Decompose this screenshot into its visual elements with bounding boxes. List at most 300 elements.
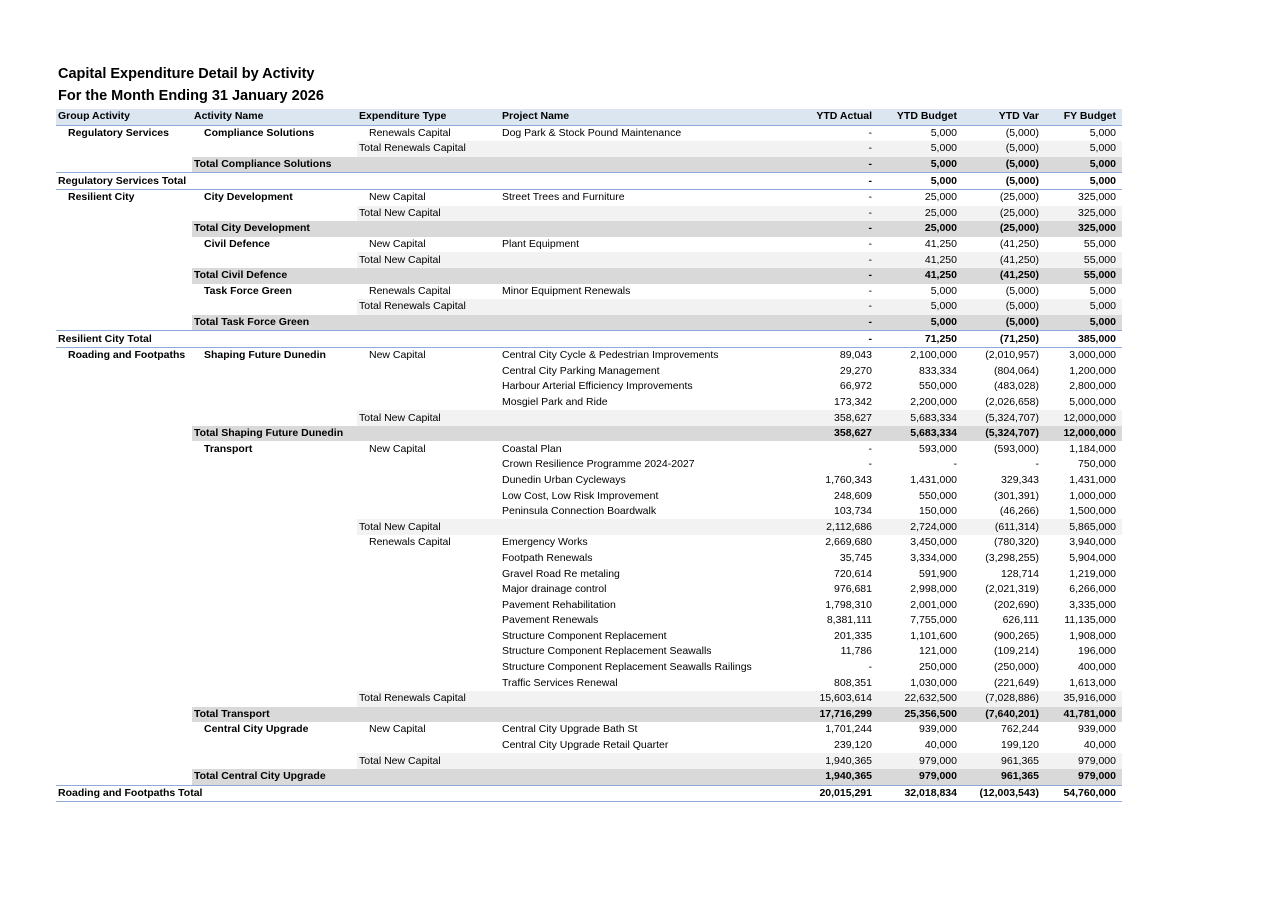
ytd-var-cell: (5,000) xyxy=(963,141,1045,157)
ytd-budget-cell: - xyxy=(953,458,957,471)
project-name-cell xyxy=(500,691,800,707)
fy-budget-cell: 5,000 xyxy=(1045,157,1122,173)
project-name-cell: Traffic Services Renewal xyxy=(502,676,618,689)
detail-row xyxy=(56,613,1122,629)
project-name-cell: Plant Equipment xyxy=(502,238,580,251)
project-name-cell: Structure Component Replacement Seawalls Railings xyxy=(502,661,752,674)
fy-budget-cell: 2,800,000 xyxy=(1069,380,1116,393)
expenditure-total-label: Total New Capital xyxy=(357,519,500,535)
fy-budget-cell: 1,000,000 xyxy=(1069,489,1116,502)
group-total-row xyxy=(56,173,1122,190)
ytd-var-cell: (41,250) xyxy=(963,268,1045,284)
activity-name-cell xyxy=(192,457,357,473)
ytd-actual-cell: - xyxy=(800,221,878,237)
ytd-var-cell: (7,028,886) xyxy=(963,691,1045,707)
ytd-var-cell: (2,021,319) xyxy=(985,583,1039,596)
col-ytd-budget[interactable]: YTD Budget xyxy=(878,109,963,125)
project-name-cell: Minor Equipment Renewals xyxy=(502,284,631,297)
ytd-budget-cell: 5,000 xyxy=(878,315,963,331)
expenditure-total-label: Total New Capital xyxy=(357,410,500,426)
expenditure-type-cell xyxy=(357,613,500,629)
fy-budget-cell: 3,335,000 xyxy=(1069,598,1116,611)
activity-name-cell xyxy=(192,753,357,769)
ytd-budget-cell: 40,000 xyxy=(924,739,957,752)
ytd-actual-cell: - xyxy=(800,331,878,348)
ytd-actual-cell: 11,786 xyxy=(840,645,872,658)
activity-name-cell xyxy=(192,141,357,157)
project-name-cell: Central City Cycle & Pedestrian Improvements xyxy=(502,349,719,362)
group-activity-cell: Regulatory Services xyxy=(68,126,169,139)
group-activity-cell xyxy=(56,566,192,582)
project-name-cell: Low Cost, Low Risk Improvement xyxy=(502,489,659,502)
fy-budget-cell: 1,184,000 xyxy=(1069,442,1116,455)
group-activity-cell xyxy=(56,753,192,769)
detail-row xyxy=(56,379,1122,395)
activity-total-row xyxy=(56,769,1122,785)
project-name-cell: Structure Component Replacement Seawalls xyxy=(502,645,712,658)
project-name-cell: Major drainage control xyxy=(502,583,607,596)
ytd-budget-cell: 41,250 xyxy=(878,268,963,284)
ytd-var-cell: (5,000) xyxy=(1005,126,1039,139)
group-activity-cell xyxy=(56,252,192,268)
project-name-cell: Pavement Renewals xyxy=(502,614,599,627)
activity-name-cell xyxy=(192,395,357,411)
fy-budget-cell: 750,000 xyxy=(1078,458,1116,471)
subtotal-row xyxy=(56,410,1122,426)
col-project-name[interactable]: Project Name xyxy=(500,109,800,125)
col-fy-budget[interactable]: FY Budget xyxy=(1045,109,1122,125)
project-name-cell xyxy=(500,519,800,535)
fy-budget-cell: 5,000,000 xyxy=(1069,395,1116,408)
expenditure-type-cell: New Capital xyxy=(369,238,426,251)
group-activity-cell xyxy=(56,157,192,173)
report-subtitle: For the Month Ending 31 January 2026 xyxy=(58,88,324,104)
ytd-actual-cell: 239,120 xyxy=(834,739,872,752)
group-activity-cell xyxy=(56,221,192,237)
subtotal-row xyxy=(56,141,1122,157)
group-total-row xyxy=(56,785,1122,802)
detail-row xyxy=(56,284,1122,300)
ytd-budget-cell: 3,334,000 xyxy=(910,551,957,564)
fy-budget-cell: 196,000 xyxy=(1078,645,1116,658)
project-name-cell: Peninsula Connection Boardwalk xyxy=(502,505,657,518)
ytd-actual-cell: - xyxy=(868,458,872,471)
ytd-var-cell: (109,214) xyxy=(994,645,1039,658)
fy-budget-cell: 5,000 xyxy=(1045,141,1122,157)
ytd-budget-cell: 5,000 xyxy=(878,173,963,190)
ytd-actual-cell: 808,351 xyxy=(834,676,872,689)
ytd-var-cell: (5,000) xyxy=(963,157,1045,173)
expenditure-type-cell xyxy=(357,473,500,489)
group-activity-cell xyxy=(56,473,192,489)
project-name-cell: Street Trees and Furniture xyxy=(502,191,625,204)
detail-row xyxy=(56,125,1122,141)
group-activity-cell xyxy=(56,738,192,754)
activity-name-cell xyxy=(192,519,357,535)
activity-total-row xyxy=(56,268,1122,284)
activity-name-cell: Civil Defence xyxy=(204,238,270,251)
ytd-var-cell: (250,000) xyxy=(994,661,1039,674)
ytd-budget-cell: 32,018,834 xyxy=(878,785,963,802)
capex-table xyxy=(56,109,1122,802)
activity-name-cell xyxy=(192,488,357,504)
activity-name-cell: Compliance Solutions xyxy=(204,126,315,139)
ytd-var-cell: (301,391) xyxy=(994,489,1039,502)
activity-name-cell: Transport xyxy=(204,442,253,455)
subtotal-row xyxy=(56,519,1122,535)
ytd-budget-cell: 25,000 xyxy=(878,206,963,222)
group-activity-cell xyxy=(56,582,192,598)
ytd-budget-cell: 41,250 xyxy=(878,252,963,268)
group-activity-cell xyxy=(56,426,192,442)
ytd-budget-cell: 5,000 xyxy=(878,157,963,173)
expenditure-type-cell xyxy=(357,551,500,567)
activity-total-label: Total Shaping Future Dunedin xyxy=(192,426,800,442)
expenditure-type-cell: Renewals Capital xyxy=(369,536,451,549)
ytd-var-cell: 762,244 xyxy=(1001,723,1039,736)
ytd-var-cell: 329,343 xyxy=(1001,473,1039,486)
project-name-cell xyxy=(500,299,800,315)
detail-row xyxy=(56,347,1122,363)
ytd-actual-cell: 1,940,365 xyxy=(800,753,878,769)
fy-budget-cell: 1,200,000 xyxy=(1069,364,1116,377)
group-activity-cell: Roading and Footpaths xyxy=(68,349,186,362)
fy-budget-cell: 325,000 xyxy=(1045,206,1122,222)
ytd-budget-cell: 25,356,500 xyxy=(878,707,963,723)
fy-budget-cell: 12,000,000 xyxy=(1045,426,1122,442)
project-name-cell: Dog Park & Stock Pound Maintenance xyxy=(502,126,682,139)
ytd-actual-cell: 15,603,614 xyxy=(800,691,878,707)
expenditure-type-cell xyxy=(357,488,500,504)
project-name-cell: Central City Upgrade Bath St xyxy=(502,723,638,736)
ytd-budget-cell: 939,000 xyxy=(919,723,957,736)
activity-name-cell xyxy=(192,660,357,676)
expenditure-total-label: Total New Capital xyxy=(357,753,500,769)
activity-name-cell xyxy=(192,535,357,551)
activity-name-cell: Central City Upgrade xyxy=(204,723,309,736)
group-activity-cell xyxy=(56,675,192,691)
ytd-actual-cell: 66,972 xyxy=(839,380,872,393)
ytd-var-cell: (202,690) xyxy=(994,598,1039,611)
group-activity-cell xyxy=(56,315,192,331)
fy-budget-cell: 979,000 xyxy=(1045,769,1122,785)
ytd-var-cell: (483,028) xyxy=(994,380,1039,393)
ytd-var-cell: (3,298,255) xyxy=(985,551,1039,564)
ytd-budget-cell: 550,000 xyxy=(919,489,957,502)
ytd-actual-cell: 8,381,111 xyxy=(826,614,872,627)
expenditure-type-cell xyxy=(357,597,500,613)
activity-name-cell xyxy=(192,206,357,222)
activity-name-cell xyxy=(192,473,357,489)
activity-name-cell xyxy=(192,644,357,660)
expenditure-type-cell: New Capital xyxy=(369,349,426,362)
fy-budget-cell: 5,000 xyxy=(1045,315,1122,331)
detail-row xyxy=(56,535,1122,551)
fy-budget-cell: 55,000 xyxy=(1083,238,1116,251)
group-activity-cell xyxy=(56,268,192,284)
activity-name-cell: Task Force Green xyxy=(204,284,292,297)
activity-total-row xyxy=(56,221,1122,237)
ytd-var-cell: (5,000) xyxy=(963,315,1045,331)
header-row xyxy=(56,109,1122,125)
ytd-budget-cell: 2,001,000 xyxy=(910,598,957,611)
fy-budget-cell: 1,431,000 xyxy=(1069,473,1116,486)
activity-name-cell xyxy=(192,691,357,707)
ytd-var-cell: (221,649) xyxy=(994,676,1039,689)
activity-name-cell xyxy=(192,738,357,754)
ytd-var-cell: (804,064) xyxy=(994,364,1039,377)
fy-budget-cell: 385,000 xyxy=(1045,331,1122,348)
group-activity-cell xyxy=(56,551,192,567)
ytd-var-cell: (2,010,957) xyxy=(985,349,1039,362)
ytd-var-cell: (5,324,707) xyxy=(963,410,1045,426)
ytd-budget-cell: 2,998,000 xyxy=(910,583,957,596)
ytd-budget-cell: 5,000 xyxy=(930,284,957,297)
fy-budget-cell: 325,000 xyxy=(1045,221,1122,237)
subtotal-row xyxy=(56,252,1122,268)
ytd-actual-cell: - xyxy=(868,661,872,674)
expenditure-total-label: Total Renewals Capital xyxy=(357,691,500,707)
project-name-cell: Dunedin Urban Cycleways xyxy=(502,473,626,486)
expenditure-type-cell xyxy=(357,457,500,473)
group-activity-cell xyxy=(56,364,192,380)
expenditure-type-cell xyxy=(357,582,500,598)
detail-row xyxy=(56,473,1122,489)
detail-row xyxy=(56,644,1122,660)
expenditure-total-label: Total Renewals Capital xyxy=(357,299,500,315)
detail-row xyxy=(56,364,1122,380)
activity-name-cell xyxy=(192,597,357,613)
expenditure-type-cell: New Capital xyxy=(369,191,426,204)
group-activity-cell xyxy=(56,613,192,629)
ytd-actual-cell: - xyxy=(800,299,878,315)
col-expenditure-type[interactable]: Expenditure Type xyxy=(357,109,500,125)
detail-row xyxy=(56,738,1122,754)
project-name-cell: Structure Component Replacement xyxy=(502,629,667,642)
group-activity-cell xyxy=(56,395,192,411)
ytd-actual-cell: - xyxy=(868,442,872,455)
project-name-cell xyxy=(500,753,800,769)
ytd-var-cell: (25,000) xyxy=(963,221,1045,237)
group-activity-cell xyxy=(56,644,192,660)
expenditure-type-cell: New Capital xyxy=(369,723,426,736)
fy-budget-cell: 6,266,000 xyxy=(1069,583,1116,596)
ytd-var-cell: (900,265) xyxy=(994,629,1039,642)
expenditure-type-cell xyxy=(357,504,500,520)
ytd-actual-cell: 1,701,244 xyxy=(825,723,872,736)
col-ytd-var[interactable]: YTD Var xyxy=(963,109,1045,125)
ytd-var-cell: 128,714 xyxy=(1001,567,1039,580)
ytd-budget-cell: 979,000 xyxy=(878,769,963,785)
expenditure-total-label: Total Renewals Capital xyxy=(357,141,500,157)
project-name-cell xyxy=(500,410,800,426)
group-activity-cell xyxy=(56,504,192,520)
group-activity-cell xyxy=(56,206,192,222)
ytd-actual-cell: 103,734 xyxy=(834,505,872,518)
activity-name-cell xyxy=(192,551,357,567)
ytd-budget-cell: 2,200,000 xyxy=(910,395,957,408)
ytd-actual-cell: 358,627 xyxy=(800,410,878,426)
ytd-actual-cell: 29,270 xyxy=(839,364,872,377)
ytd-budget-cell: 550,000 xyxy=(919,380,957,393)
activity-total-label: Total Task Force Green xyxy=(192,315,800,331)
expenditure-type-cell xyxy=(357,395,500,411)
fy-budget-cell: 979,000 xyxy=(1045,753,1122,769)
ytd-var-cell: 626,111 xyxy=(1002,614,1039,627)
group-total-row xyxy=(56,331,1122,348)
ytd-var-cell: (25,000) xyxy=(999,191,1039,204)
ytd-budget-cell: 150,000 xyxy=(919,505,957,518)
activity-total-row xyxy=(56,315,1122,331)
group-activity-cell xyxy=(56,629,192,645)
ytd-actual-cell: 89,043 xyxy=(839,349,872,362)
activity-name-cell: City Development xyxy=(204,191,293,204)
ytd-budget-cell: 7,755,000 xyxy=(910,614,957,627)
detail-row xyxy=(56,629,1122,645)
ytd-actual-cell: 20,015,291 xyxy=(800,785,878,802)
ytd-var-cell: (5,324,707) xyxy=(963,426,1045,442)
ytd-actual-cell: - xyxy=(868,284,872,297)
ytd-actual-cell: 1,798,310 xyxy=(825,598,872,611)
fy-budget-cell: 1,500,000 xyxy=(1069,505,1116,518)
fy-budget-cell: 11,135,000 xyxy=(1064,614,1116,627)
group-activity-cell xyxy=(56,141,192,157)
detail-row xyxy=(56,441,1122,457)
project-name-cell: Crown Resilience Programme 2024-2027 xyxy=(502,458,695,471)
fy-budget-cell: 35,916,000 xyxy=(1045,691,1122,707)
ytd-actual-cell: 2,112,686 xyxy=(800,519,878,535)
fy-budget-cell: 5,000 xyxy=(1045,299,1122,315)
ytd-var-cell: 199,120 xyxy=(1001,739,1039,752)
ytd-var-cell: (41,250) xyxy=(963,252,1045,268)
subtotal-row xyxy=(56,299,1122,315)
expenditure-type-cell xyxy=(357,660,500,676)
group-activity-cell xyxy=(56,769,192,785)
group-total-label: Regulatory Services Total xyxy=(56,173,800,190)
activity-name-cell xyxy=(192,566,357,582)
group-activity-cell xyxy=(56,299,192,315)
ytd-budget-cell: 71,250 xyxy=(878,331,963,348)
col-group-activity[interactable]: Group Activity xyxy=(56,109,192,125)
ytd-actual-cell: 248,609 xyxy=(834,489,872,502)
fy-budget-cell: 1,613,000 xyxy=(1069,676,1116,689)
activity-name-cell xyxy=(192,410,357,426)
ytd-budget-cell: 25,000 xyxy=(924,191,957,204)
activity-name-cell xyxy=(192,629,357,645)
project-name-cell: Mosgiel Park and Ride xyxy=(502,395,608,408)
activity-name-cell xyxy=(192,504,357,520)
fy-budget-cell: 5,000 xyxy=(1045,173,1122,190)
ytd-actual-cell: - xyxy=(868,126,872,139)
ytd-var-cell: (593,000) xyxy=(994,442,1039,455)
detail-row xyxy=(56,237,1122,253)
expenditure-type-cell xyxy=(357,566,500,582)
activity-name-cell xyxy=(192,299,357,315)
fy-budget-cell: 55,000 xyxy=(1045,268,1122,284)
project-name-cell: Coastal Plan xyxy=(502,442,562,455)
group-total-label: Roading and Footpaths Total xyxy=(56,785,800,802)
ytd-actual-cell: 1,940,365 xyxy=(800,769,878,785)
ytd-var-cell: 961,365 xyxy=(963,753,1045,769)
activity-name-cell xyxy=(192,613,357,629)
ytd-actual-cell: - xyxy=(800,315,878,331)
activity-total-label: Total City Development xyxy=(192,221,800,237)
ytd-var-cell: (71,250) xyxy=(963,331,1045,348)
ytd-var-cell: (5,000) xyxy=(963,299,1045,315)
detail-row xyxy=(56,582,1122,598)
detail-row xyxy=(56,457,1122,473)
ytd-budget-cell: 5,683,334 xyxy=(878,426,963,442)
fy-budget-cell: 40,000 xyxy=(1083,739,1116,752)
activity-name-cell xyxy=(192,364,357,380)
ytd-actual-cell: 2,669,680 xyxy=(825,536,872,549)
ytd-var-cell: (780,320) xyxy=(994,536,1039,549)
detail-row xyxy=(56,660,1122,676)
group-activity-cell xyxy=(56,457,192,473)
ytd-var-cell: (5,000) xyxy=(1005,284,1039,297)
group-activity-cell xyxy=(56,410,192,426)
detail-row xyxy=(56,597,1122,613)
fy-budget-cell: 12,000,000 xyxy=(1045,410,1122,426)
ytd-var-cell: (2,026,658) xyxy=(985,395,1039,408)
ytd-actual-cell: - xyxy=(800,268,878,284)
ytd-actual-cell: - xyxy=(800,141,878,157)
activity-name-cell xyxy=(192,582,357,598)
ytd-budget-cell: 593,000 xyxy=(919,442,957,455)
project-name-cell xyxy=(500,141,800,157)
ytd-budget-cell: 1,431,000 xyxy=(910,473,957,486)
ytd-actual-cell: 1,760,343 xyxy=(825,473,872,486)
group-activity-cell xyxy=(56,722,192,738)
project-name-cell: Central City Parking Management xyxy=(502,364,660,377)
project-name-cell: Pavement Rehabilitation xyxy=(502,598,616,611)
col-ytd-actual[interactable]: YTD Actual xyxy=(800,109,878,125)
ytd-budget-cell: 22,632,500 xyxy=(878,691,963,707)
fy-budget-cell: 5,000 xyxy=(1089,284,1116,297)
group-total-label: Resilient City Total xyxy=(56,331,800,348)
ytd-var-cell: - xyxy=(1035,458,1039,471)
expenditure-type-cell xyxy=(357,644,500,660)
detail-row xyxy=(56,551,1122,567)
fy-budget-cell: 5,865,000 xyxy=(1045,519,1122,535)
ytd-budget-cell: 5,000 xyxy=(930,126,957,139)
group-activity-cell xyxy=(56,284,192,300)
ytd-budget-cell: 2,100,000 xyxy=(910,349,957,362)
ytd-actual-cell: 358,627 xyxy=(800,426,878,442)
activity-total-row xyxy=(56,426,1122,442)
ytd-budget-cell: 41,250 xyxy=(924,238,957,251)
ytd-actual-cell: - xyxy=(800,157,878,173)
subtotal-row xyxy=(56,753,1122,769)
expenditure-type-cell xyxy=(357,364,500,380)
subtotal-row xyxy=(56,206,1122,222)
detail-row xyxy=(56,189,1122,205)
expenditure-type-cell: Renewals Capital xyxy=(369,126,451,139)
ytd-actual-cell: 201,335 xyxy=(834,629,872,642)
ytd-var-cell: 961,365 xyxy=(963,769,1045,785)
group-activity-cell xyxy=(56,535,192,551)
col-activity-name[interactable]: Activity Name xyxy=(192,109,357,125)
ytd-actual-cell: 35,745 xyxy=(839,551,872,564)
group-activity-cell xyxy=(56,660,192,676)
detail-row xyxy=(56,675,1122,691)
ytd-budget-cell: 121,000 xyxy=(919,645,957,658)
project-name-cell: Gravel Road Re metaling xyxy=(502,567,620,580)
activity-total-row xyxy=(56,157,1122,173)
fy-budget-cell: 400,000 xyxy=(1078,661,1116,674)
fy-budget-cell: 1,908,000 xyxy=(1069,629,1116,642)
ytd-budget-cell: 3,450,000 xyxy=(910,536,957,549)
